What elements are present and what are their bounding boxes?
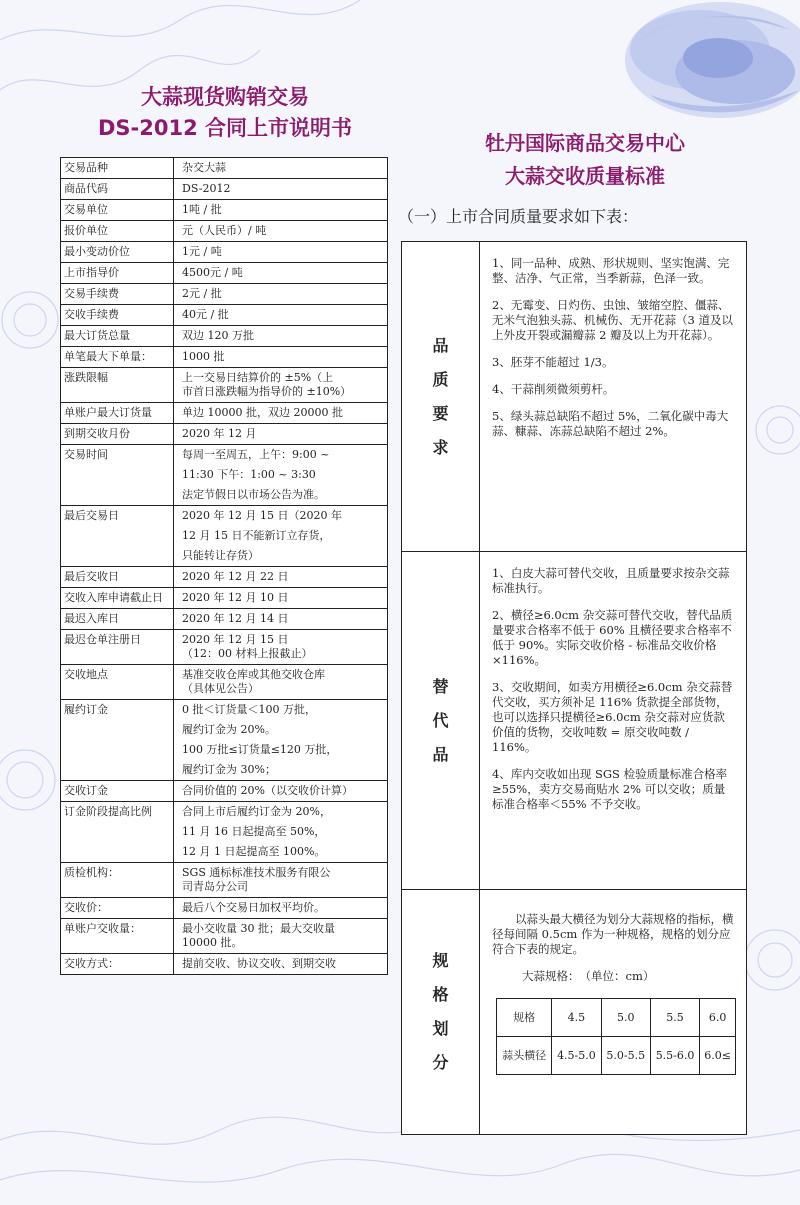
value-line: 4500元 / 吨 — [182, 266, 243, 279]
contract-title-line1: 大蒜现货购销交易 — [141, 85, 309, 109]
field-value — [174, 326, 388, 347]
table-row — [497, 1037, 736, 1075]
value-line: 2020 年 12 月 22 日 — [182, 570, 289, 583]
value-line: 100 万批≤订货量≤120 万批， — [182, 743, 338, 756]
value-line: 1吨 / 批 — [182, 203, 222, 216]
field-value — [174, 781, 388, 802]
table-cell: 5.0 — [601, 999, 650, 1037]
list-item: 1、同一品种、成熟、形状规则、坚实饱满、完整、洁净、气正常，当季新蒜，色泽一致。 — [492, 256, 730, 285]
value-line: 合同上市后履约订金为 20%， — [182, 805, 331, 818]
field-value — [174, 242, 388, 263]
field-label: 最后交易日 — [61, 506, 174, 567]
value-line: 上一交易日结算价的 ±5%（上 — [182, 371, 334, 384]
value-line: 11 月 16 日起提高至 50%， — [182, 825, 326, 838]
field-value — [174, 221, 388, 242]
field-value — [174, 802, 388, 863]
quality-section-row — [402, 890, 747, 1135]
value-line: DS-2012 — [182, 182, 231, 195]
list-item: 2、横径≥6.0cm 杂交蒜可替代交收，替代品质量要求合格率不低于 60% 且横径要求合格率不低于 90%。实际交收价格 - 标准品交收价格 ×116%。 — [492, 608, 733, 667]
field-value — [174, 567, 388, 588]
field-label: 最小变动价位 — [61, 242, 174, 263]
field-label: 交收地点 — [61, 665, 174, 700]
category-cell: 规 格 划 分 — [402, 890, 480, 1135]
value-line: 2020 年 12 月 14 日 — [182, 612, 289, 625]
field-label: 上市指导价 — [61, 263, 174, 284]
value-line: 履约订金为 20%。 — [182, 723, 276, 736]
table-row — [61, 403, 388, 424]
value-line: 2020 年 12 月 10 日 — [182, 591, 289, 604]
table-cell: 6.0 — [700, 999, 736, 1037]
field-label: 交收价： — [61, 898, 174, 919]
field-label: 交收手续费 — [61, 305, 174, 326]
field-label: 到期交收月份 — [61, 424, 174, 445]
value-line: 12 月 1 日起提高至 100%。 — [182, 845, 326, 858]
value-line: 最后八个交易日加权平均价。 — [182, 901, 325, 914]
field-label: 涨跌限幅 — [61, 368, 174, 403]
quality-table — [401, 241, 747, 1135]
field-value — [174, 609, 388, 630]
requirement-heading: （一）上市合同质量要求如下表： — [398, 207, 639, 226]
quality-section-row — [402, 552, 747, 890]
standard-title-line2: 大蒜交收质量标准 — [505, 164, 665, 188]
field-label: 交收入库申请截止日 — [61, 588, 174, 609]
field-value — [174, 898, 388, 919]
table-row — [61, 347, 388, 368]
field-value — [174, 179, 388, 200]
table-cell: 5.5-6.0 — [650, 1037, 699, 1075]
field-value — [174, 403, 388, 424]
table-row — [61, 919, 388, 954]
table-row — [61, 445, 388, 506]
table-cell: 5.5 — [650, 999, 699, 1037]
field-value — [174, 863, 388, 898]
value-line: 1元 / 吨 — [182, 245, 222, 258]
field-value — [174, 263, 388, 284]
table-row — [61, 588, 388, 609]
contract-title-line2: DS-2012 合同上市说明书 — [97, 116, 353, 140]
field-value — [174, 700, 388, 781]
value-line: 杂交大蒜 — [182, 161, 226, 174]
table-cell: 4.5-5.0 — [552, 1037, 601, 1075]
spec-description: 以蒜头最大横径为划分大蒜规格的指标，横径每间隔 0.5cm 作为一种规格，规格的划分应符合下表的规定。 — [492, 912, 734, 956]
value-line: 法定节假日以市场公告为准。 — [182, 488, 325, 501]
value-line: 2020 年 12 月 15 日 — [182, 633, 289, 646]
value-line: 11:30 下午：1:00 ~ 3:30 — [182, 468, 316, 481]
value-line: 市首日涨跌幅为指导价的 ±10%） — [182, 385, 352, 398]
value-line: 基准交收仓库或其他交收仓库 — [182, 668, 325, 681]
value-line: 只能转让存货） — [182, 549, 259, 562]
quality-section-row — [402, 242, 747, 552]
field-label: 履约订金 — [61, 700, 174, 781]
table-cell: 4.5 — [552, 999, 601, 1037]
category-cell: 替 代 品 — [402, 552, 480, 890]
table-row — [61, 506, 388, 567]
table-row — [61, 630, 388, 665]
field-value — [174, 919, 388, 954]
spec-row-label: 蒜头横径 — [497, 1037, 552, 1075]
field-value — [174, 665, 388, 700]
value-line: 单边 10000 批，双边 20000 批 — [182, 406, 343, 419]
field-label: 商品代码 — [61, 179, 174, 200]
contract-title — [60, 82, 390, 144]
table-row — [497, 999, 736, 1037]
table-row — [61, 242, 388, 263]
value-line: 0 批＜订货量＜100 万批， — [182, 703, 316, 716]
table-row — [61, 368, 388, 403]
value-line: 1000 批 — [182, 350, 225, 363]
field-value — [174, 445, 388, 506]
field-label: 报价单位 — [61, 221, 174, 242]
list-item: 3、胚芽不能超过 1/3。 — [492, 355, 614, 369]
value-line: 最小交收量 30 批；最大交收量 — [182, 922, 335, 935]
field-value — [174, 424, 388, 445]
field-label: 单账户最大订货量 — [61, 403, 174, 424]
field-label: 单账户交收量： — [61, 919, 174, 954]
value-line: 2020 年 12 月 15 日（2020 年 — [182, 509, 342, 522]
substitute-items — [480, 552, 747, 890]
field-label: 交易时间 — [61, 445, 174, 506]
value-line: 合同价值的 20%（以交收价计算） — [182, 784, 353, 797]
field-value — [174, 506, 388, 567]
field-value — [174, 305, 388, 326]
field-label: 质检机构： — [61, 863, 174, 898]
table-row — [61, 802, 388, 863]
value-line: 提前交收、协议交收、到期交收 — [182, 957, 336, 970]
table-row — [61, 700, 388, 781]
value-line: 2元 / 批 — [182, 287, 222, 300]
field-value — [174, 284, 388, 305]
table-row — [61, 781, 388, 802]
field-label: 交易手续费 — [61, 284, 174, 305]
field-value — [174, 158, 388, 179]
quality-items — [480, 242, 747, 552]
field-value — [174, 200, 388, 221]
table-row — [61, 284, 388, 305]
list-item: 5、绿头蒜总缺陷不超过 5%，二氧化碳中毒大蒜、糠蒜、冻蒜总缺陷不超过 2%。 — [492, 409, 729, 438]
field-label: 单笔最大下单量： — [61, 347, 174, 368]
table-row — [61, 609, 388, 630]
table-row — [61, 221, 388, 242]
field-value — [174, 368, 388, 403]
table-row — [61, 263, 388, 284]
standard-title — [420, 127, 750, 193]
field-value — [174, 954, 388, 975]
table-row — [61, 305, 388, 326]
table-row — [61, 898, 388, 919]
field-label: 交收方式： — [61, 954, 174, 975]
spec-items — [480, 890, 747, 1135]
value-line: （12：00 材料上报截止） — [182, 647, 313, 660]
field-label: 交易单位 — [61, 200, 174, 221]
field-label: 交易品种 — [61, 158, 174, 179]
field-label: 订金阶段提高比例 — [61, 802, 174, 863]
field-label: 最大订货总量 — [61, 326, 174, 347]
category-cell: 品 质 要 求 — [402, 242, 480, 552]
value-line: 元（人民币）/ 吨 — [182, 224, 267, 237]
field-label: 最迟仓单注册日 — [61, 630, 174, 665]
list-item: 1、白皮大蒜可替代交收，且质量要求按杂交蒜标准执行。 — [492, 566, 730, 595]
field-label: 最迟入库日 — [61, 609, 174, 630]
table-row — [61, 179, 388, 200]
value-line: SGS 通标标准技术服务有限公 — [182, 866, 331, 879]
value-line: 40元 / 批 — [182, 308, 229, 321]
table-row — [61, 200, 388, 221]
standard-title-line1: 牡丹国际商品交易中心 — [485, 131, 685, 155]
spec-table — [496, 998, 736, 1075]
list-item: 3、交收期间，如卖方用横径≥6.0cm 杂交蒜替代交收，买方须补足 116% 货款提全部货物，也可以选择只提横径≥6.0cm 杂交蒜对应货款价值的货物，交收吨数 = 原交收吨数 / 116%。 — [492, 680, 733, 754]
table-cell: 5.0-5.5 — [601, 1037, 650, 1075]
table-row — [61, 424, 388, 445]
value-line: 2020 年 12 月 — [182, 427, 257, 440]
table-row — [61, 326, 388, 347]
value-line: 司青岛分公司 — [182, 880, 248, 893]
table-row — [61, 954, 388, 975]
field-value — [174, 630, 388, 665]
table-row — [61, 863, 388, 898]
field-value — [174, 347, 388, 368]
list-item: 4、干蒜削须微须剪杆。 — [492, 382, 615, 396]
field-value — [174, 588, 388, 609]
value-line: 每周一至周五，上午：9:00 ~ — [182, 448, 330, 461]
value-line: 10000 批。 — [182, 936, 243, 949]
field-label: 最后交收日 — [61, 567, 174, 588]
value-line: （具体见公告） — [182, 682, 259, 695]
peony-icon — [625, 2, 800, 118]
field-label: 交收订金 — [61, 781, 174, 802]
table-row — [61, 665, 388, 700]
value-line: 双边 120 万批 — [182, 329, 254, 342]
table-cell: 6.0≤ — [700, 1037, 736, 1075]
table-row — [61, 567, 388, 588]
list-item: 2、无霉变、日灼伤、虫蚀、皱缩空腔、僵蒜、无米气泡独头蒜、机械伤、无开花蒜（3 道及以上外皮开裂或漏瓣蒜 2 瓣及以上为开花蒜）。 — [492, 298, 733, 342]
spec-row-label: 规格 — [497, 999, 552, 1037]
contract-table — [60, 157, 388, 975]
value-line: 12 月 15 日不能新订立存货， — [182, 529, 331, 542]
list-item: 4、库内交收如出现 SGS 检验质量标准合格率≥55%，卖方交易商贴水 2% 可以交收；质量标准合格率＜55% 不予交收。 — [492, 767, 728, 811]
spec-unit-line: 大蒜规格： （单位：cm） — [522, 969, 655, 983]
table-row — [61, 158, 388, 179]
value-line: 履约订金为 30%； — [182, 763, 276, 776]
